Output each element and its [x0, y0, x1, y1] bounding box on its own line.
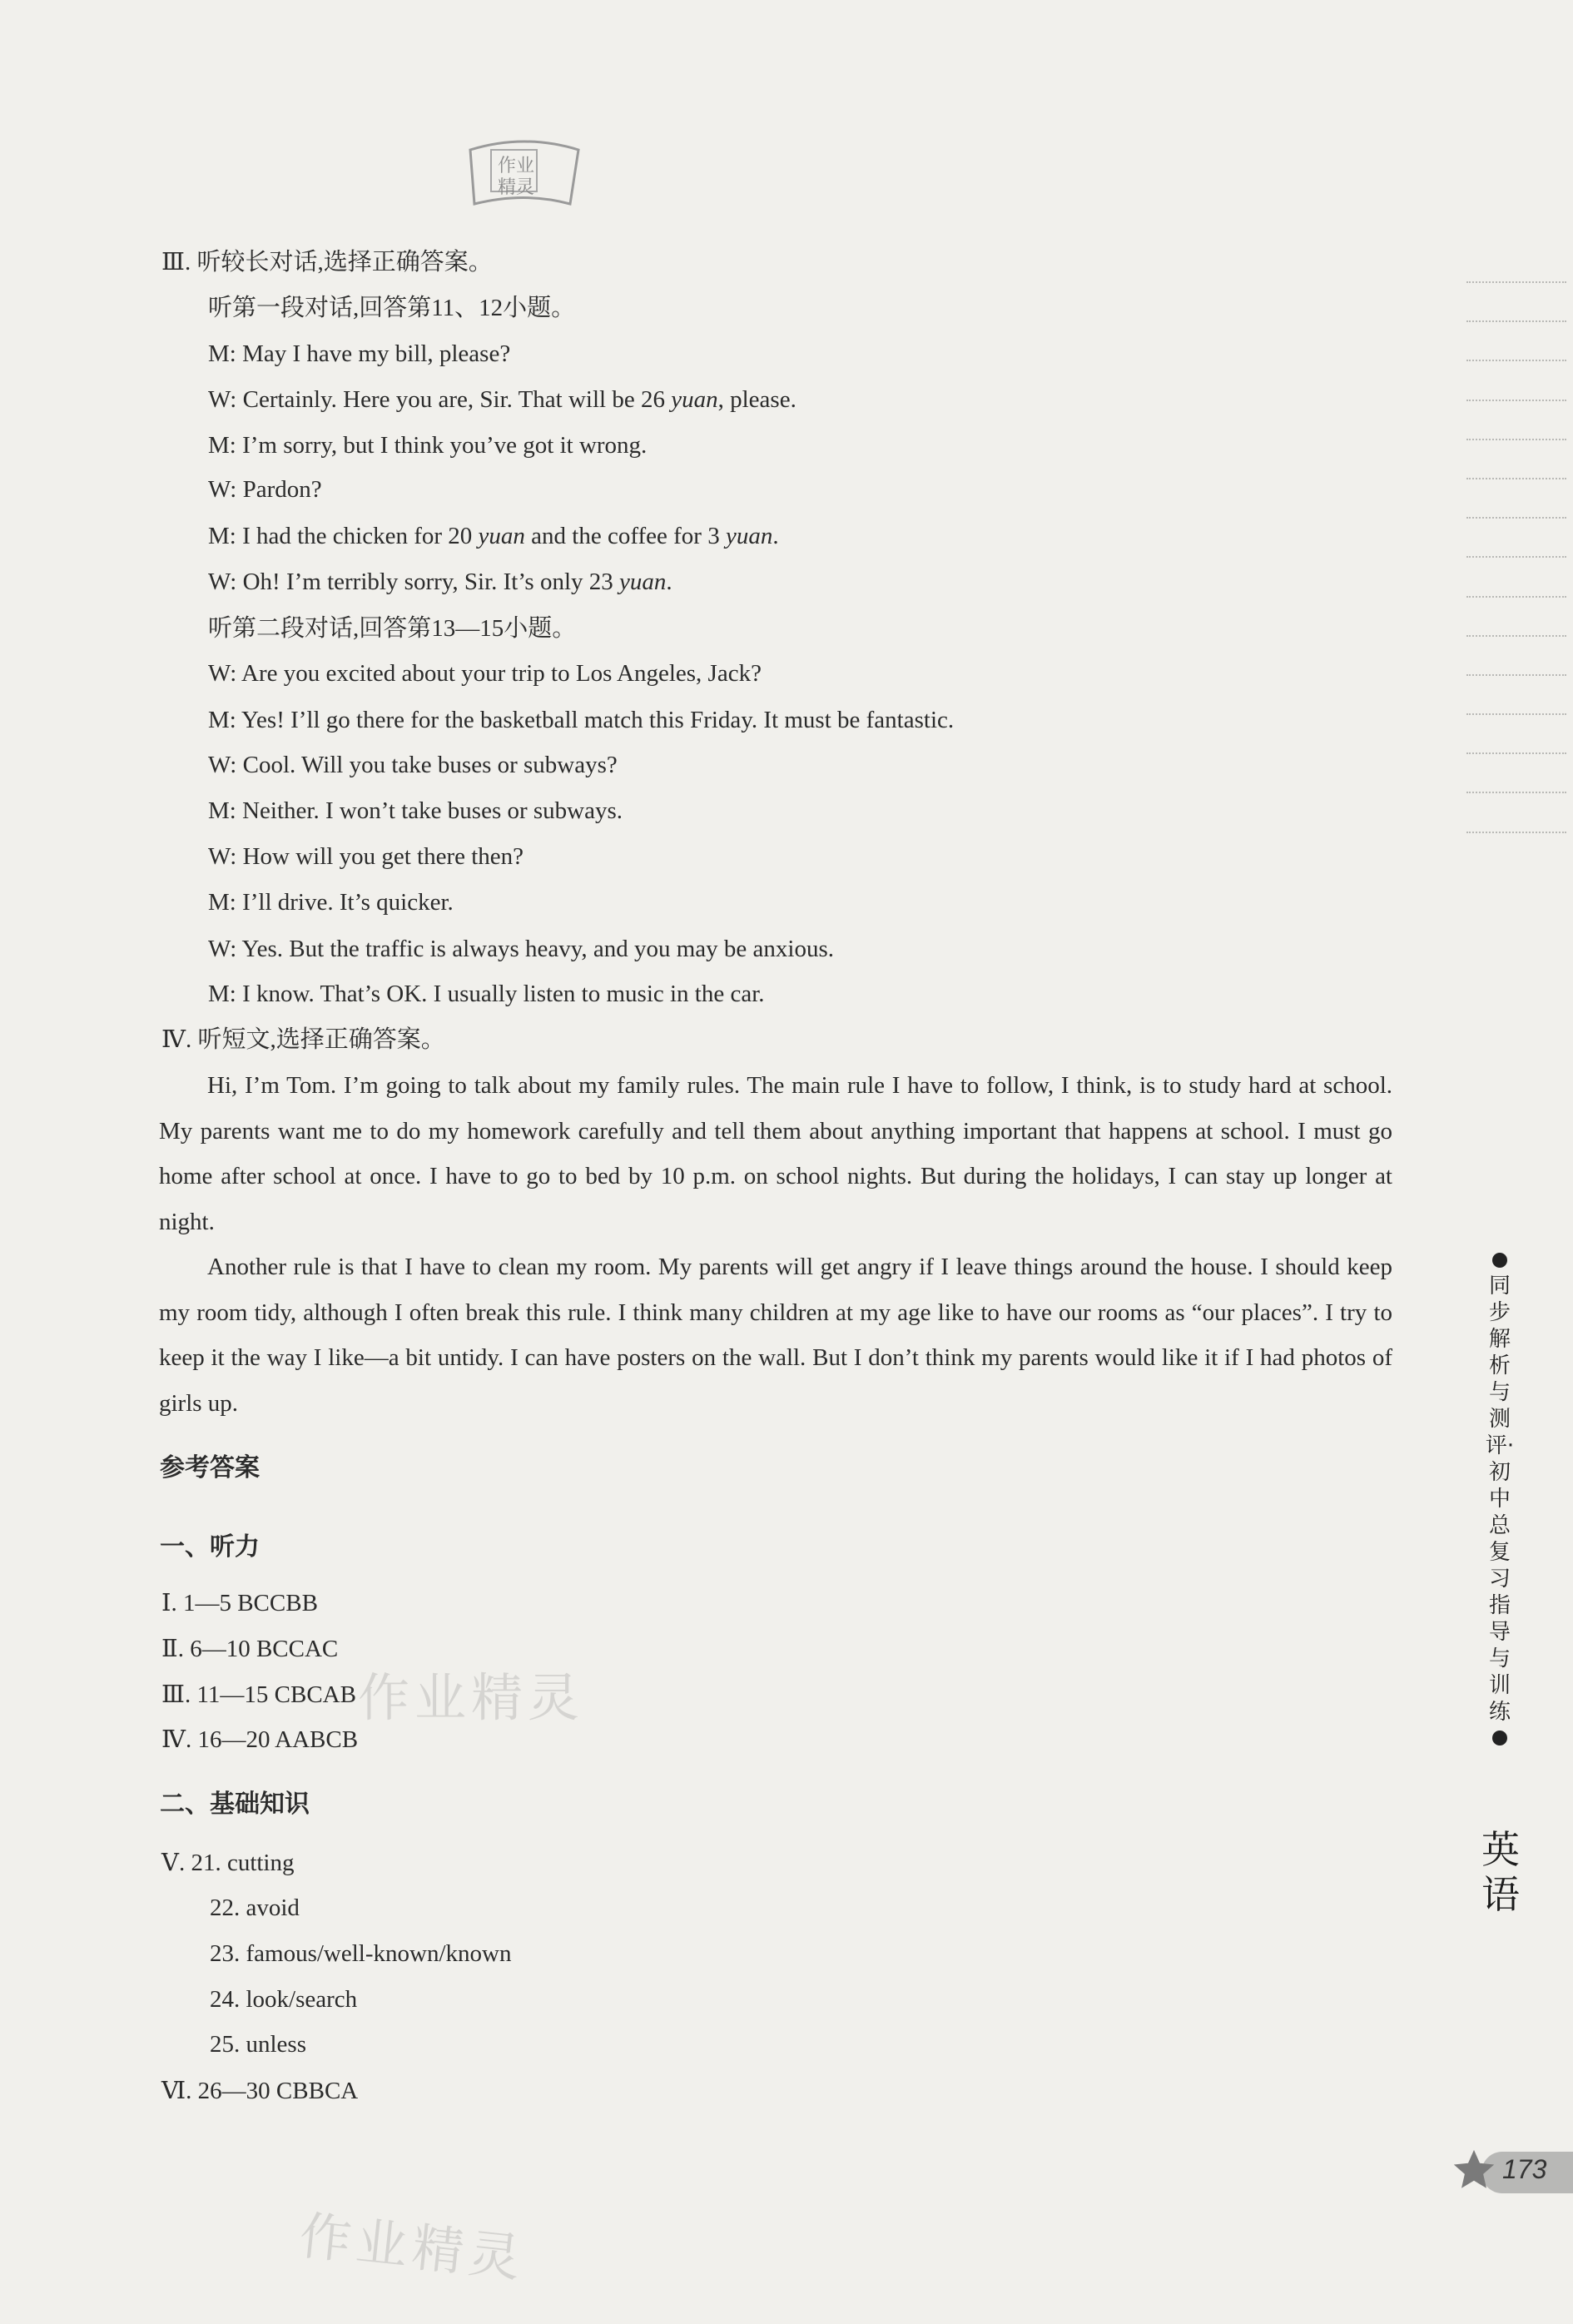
- answer-line: Ⅱ. 6—10 BCCAC: [161, 1636, 339, 1662]
- dialog1-line: M: I had the chicken for 20 yuan and the coffee for 3 yuan.: [208, 523, 779, 549]
- bullet-dot-icon: [1492, 1253, 1507, 1268]
- dialog1-line: M: I’m sorry, but I think you’ve got it wrong.: [208, 432, 648, 459]
- section4-title: Ⅳ. 听短文,选择正确答案。: [161, 1026, 445, 1053]
- stamp-text-1: 作业: [498, 156, 535, 176]
- answer-line: 25. unless: [210, 2031, 306, 2058]
- section3-title: Ⅲ. 听较长对话,选择正确答案。: [161, 249, 493, 276]
- passage-paragraph: Another rule is that I have to clean my room. My parents will get angry if I leave things around the house. I should keep my room tidy, although I often break this rule. I think many children at my age like to have our rooms as “our places”. I try to keep it the way I like—a bit untidy. I can have posters on the wall. But I don’t think my parents would like it if I had photos of girls up.: [159, 1254, 1392, 1417]
- page-number: 173: [1502, 2154, 1547, 2184]
- dialog2-line: W: Cool. Will you take buses or subways?: [208, 752, 618, 778]
- answer-line: 23. famous/well-known/known: [210, 1940, 512, 1967]
- dialog2-line: W: Yes. But the traffic is always heavy, and you may be anxious.: [208, 936, 834, 962]
- dialog2-line: W: How will you get there then?: [208, 843, 524, 870]
- star-icon: [1450, 2146, 1498, 2194]
- book-title-text: 同步解析与测评·初中总复习指导与训练: [1485, 1274, 1515, 1725]
- dialog1-title: 听第一段对话,回答第11、12小题。: [208, 295, 576, 321]
- book-title-vertical: [1483, 1253, 1516, 1745]
- dialog1-line: W: Oh! I’m terribly sorry, Sir. It’s only 23 yuan.: [208, 569, 672, 595]
- dialog2-title: 听第二段对话,回答第13—15小题。: [208, 615, 577, 642]
- watermark-bottom: 作业精灵: [296, 2204, 528, 2289]
- answer-line: Ⅴ. 21. cutting: [161, 1850, 295, 1876]
- passage-paragraph: Hi, I’m Tom. I’m going to talk about my family rules. The main rule I have to follow, I think, is to study hard at school. My parents want me to do my homework carefully and tell them about anything important that happens at school. I must go home after school at once. I have to go to bed by 10 p.m. on school nights. But during the holidays, I can stay up longer at night.: [159, 1072, 1392, 1235]
- answers-part2-title: 二、基础知识: [160, 1790, 310, 1819]
- answer-line: Ⅰ. 1—5 BCCBB: [161, 1590, 318, 1616]
- dialog2-line: M: Neither. I won’t take buses or subways.: [208, 797, 623, 824]
- dialog2-line: M: Yes! I’ll go there for the basketball match this Friday. It must be fantastic.: [208, 707, 955, 733]
- dialog2-line: M: I’ll drive. It’s quicker.: [208, 889, 454, 916]
- answer-line: 22. avoid: [210, 1894, 300, 1921]
- dialog2-line: M: I know. That’s OK. I usually listen to music in the car.: [208, 981, 765, 1007]
- answers-part1-title: 一、听力: [160, 1532, 260, 1562]
- dialog1-line: W: Certainly. Here you are, Sir. That will be 26 yuan, please.: [208, 386, 796, 413]
- answer-line: Ⅲ. 11—15 CBCAB: [161, 1681, 356, 1708]
- stamp-text-2: 精灵: [498, 177, 535, 198]
- answer-line: 24. look/search: [210, 1986, 358, 2013]
- answers-title: 参考答案: [160, 1453, 260, 1482]
- answer-line: Ⅵ. 26—30 CBBCA: [161, 2078, 359, 2104]
- dialog2-line: W: Are you excited about your trip to Los Angeles, Jack?: [208, 660, 762, 687]
- subject-label: 英语: [1481, 1827, 1520, 1917]
- answer-line: Ⅳ. 16—20 AABCB: [161, 1726, 359, 1753]
- bullet-dot-icon: [1492, 1731, 1507, 1745]
- dialog1-line: W: Pardon?: [208, 476, 322, 503]
- dialog1-line: M: May I have my bill, please?: [208, 340, 511, 367]
- watermark-middle: 作业精灵: [358, 1667, 585, 1728]
- margin-note-lines: [1466, 281, 1566, 871]
